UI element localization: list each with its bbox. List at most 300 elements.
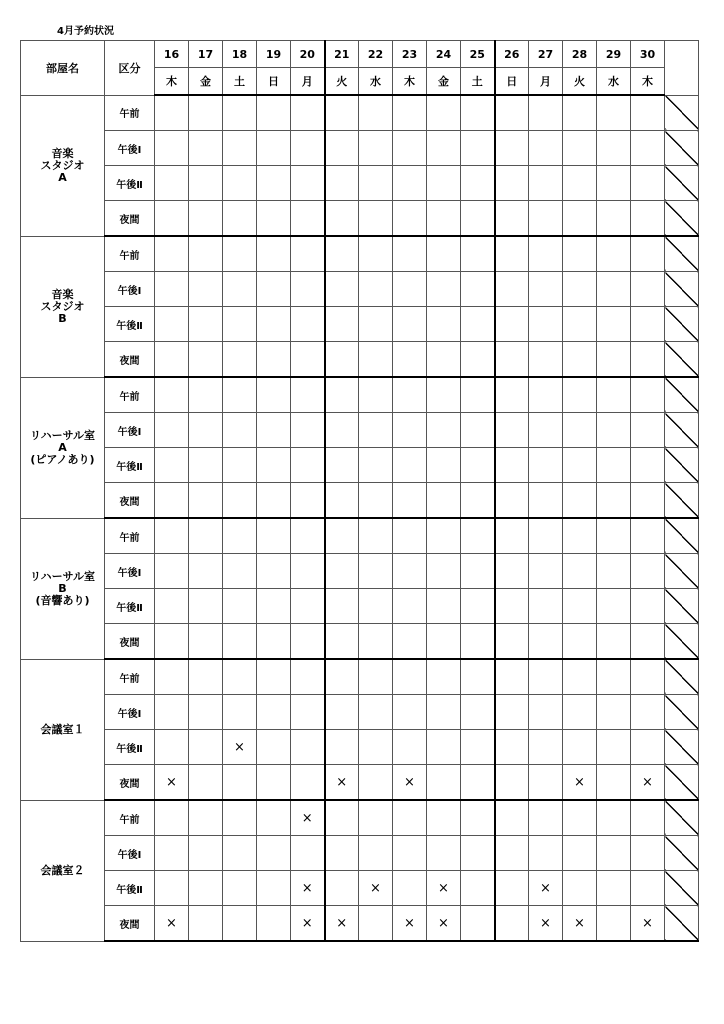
available-cell [495, 730, 529, 765]
available-cell [495, 95, 529, 131]
available-cell [223, 166, 257, 201]
available-cell [597, 483, 631, 519]
available-cell [597, 377, 631, 413]
schedule-row [21, 95, 699, 131]
available-cell [257, 871, 291, 906]
available-cell [189, 659, 223, 695]
available-cell [223, 201, 257, 237]
available-cell [155, 659, 189, 695]
available-cell [155, 272, 189, 307]
slash-cell [665, 413, 699, 448]
available-cell [461, 836, 495, 871]
slash-cell [665, 836, 699, 871]
available-cell [223, 342, 257, 378]
slot-column-header: 区分 [105, 41, 155, 96]
available-cell [597, 871, 631, 906]
available-cell [359, 377, 393, 413]
available-cell [291, 307, 325, 342]
slash-cell [665, 695, 699, 730]
room-name-line: 会議室２ [40, 863, 85, 877]
weekday-header: 土 [461, 68, 495, 96]
date-header: 30 [631, 41, 665, 68]
available-cell [631, 483, 665, 519]
date-header: 16 [155, 41, 189, 68]
available-cell [291, 201, 325, 237]
available-cell [461, 307, 495, 342]
slot-label: 午後Ⅱ [105, 448, 155, 483]
available-cell [359, 836, 393, 871]
available-cell [155, 413, 189, 448]
schedule-row [21, 307, 699, 342]
room-name-line: 音楽 [51, 146, 74, 160]
available-cell [359, 624, 393, 660]
available-cell [495, 906, 529, 942]
available-cell [631, 836, 665, 871]
available-cell [563, 131, 597, 166]
available-cell [427, 659, 461, 695]
available-cell [563, 659, 597, 695]
available-cell [597, 95, 631, 131]
available-cell [563, 871, 597, 906]
slot-label: 午後Ⅰ [105, 131, 155, 166]
available-cell [393, 695, 427, 730]
available-cell [155, 377, 189, 413]
available-cell [495, 765, 529, 801]
available-cell [631, 448, 665, 483]
available-cell [597, 906, 631, 942]
available-cell [325, 377, 359, 413]
available-cell [495, 166, 529, 201]
available-cell [461, 413, 495, 448]
available-cell [597, 518, 631, 554]
date-header: 23 [393, 41, 427, 68]
slot-label: 午前 [105, 518, 155, 554]
date-header: 17 [189, 41, 223, 68]
available-cell [257, 906, 291, 942]
available-cell [257, 95, 291, 131]
available-cell [597, 413, 631, 448]
booked-cell: × [563, 765, 597, 801]
available-cell [529, 201, 563, 237]
available-cell [155, 307, 189, 342]
available-cell [189, 836, 223, 871]
available-cell [257, 483, 291, 519]
available-cell [359, 307, 393, 342]
available-cell [325, 836, 359, 871]
available-cell [325, 659, 359, 695]
available-cell [597, 800, 631, 836]
available-cell [189, 342, 223, 378]
available-cell [359, 483, 393, 519]
slot-label: 午前 [105, 236, 155, 272]
available-cell [223, 413, 257, 448]
available-cell [393, 307, 427, 342]
available-cell [631, 554, 665, 589]
available-cell [189, 377, 223, 413]
available-cell [359, 800, 393, 836]
available-cell [427, 95, 461, 131]
schedule-row [21, 906, 699, 942]
schedule-row [21, 166, 699, 201]
room-name-line: B [58, 311, 67, 325]
slot-label: 午後Ⅰ [105, 413, 155, 448]
slash-cell [665, 131, 699, 166]
available-cell [427, 236, 461, 272]
available-cell [461, 800, 495, 836]
available-cell [155, 95, 189, 131]
available-cell [529, 730, 563, 765]
available-cell [631, 236, 665, 272]
available-cell [597, 448, 631, 483]
slash-cell [665, 307, 699, 342]
slash-cell [665, 236, 699, 272]
available-cell [155, 624, 189, 660]
available-cell [631, 307, 665, 342]
available-cell [427, 800, 461, 836]
available-cell [155, 800, 189, 836]
available-cell [223, 836, 257, 871]
available-cell [257, 624, 291, 660]
available-cell [359, 201, 393, 237]
slash-cell [665, 95, 699, 131]
available-cell [427, 413, 461, 448]
slot-label: 午後Ⅱ [105, 166, 155, 201]
schedule-row [21, 730, 699, 765]
available-cell [563, 518, 597, 554]
available-cell [189, 624, 223, 660]
slot-label: 午後Ⅱ [105, 307, 155, 342]
slot-label: 夜間 [105, 483, 155, 519]
available-cell [291, 589, 325, 624]
available-cell [495, 871, 529, 906]
room-name-line: (ピアノあり) [30, 452, 95, 466]
available-cell [495, 131, 529, 166]
available-cell [257, 765, 291, 801]
available-cell [529, 342, 563, 378]
available-cell [393, 236, 427, 272]
booked-cell: × [563, 906, 597, 942]
available-cell [597, 589, 631, 624]
slash-cell [665, 871, 699, 906]
slash-cell [665, 906, 699, 942]
available-cell [223, 695, 257, 730]
available-cell [257, 342, 291, 378]
booked-cell: × [393, 906, 427, 942]
available-cell [189, 906, 223, 942]
available-cell [631, 871, 665, 906]
available-cell [461, 166, 495, 201]
available-cell [155, 166, 189, 201]
weekday-header: 金 [427, 68, 461, 96]
available-cell [223, 871, 257, 906]
available-cell [631, 131, 665, 166]
available-cell [563, 377, 597, 413]
available-cell [291, 413, 325, 448]
available-cell [359, 236, 393, 272]
available-cell [189, 166, 223, 201]
available-cell [461, 624, 495, 660]
weekday-header: 日 [257, 68, 291, 96]
available-cell [461, 906, 495, 942]
available-cell [257, 589, 291, 624]
available-cell [359, 659, 393, 695]
available-cell [325, 413, 359, 448]
available-cell [631, 800, 665, 836]
available-cell [631, 413, 665, 448]
slot-label: 夜間 [105, 201, 155, 237]
available-cell [325, 554, 359, 589]
room-name-line: B [58, 581, 67, 595]
slot-label: 午後Ⅱ [105, 589, 155, 624]
available-cell [189, 95, 223, 131]
available-cell [461, 377, 495, 413]
available-cell [563, 589, 597, 624]
available-cell [325, 236, 359, 272]
available-cell [257, 659, 291, 695]
available-cell [223, 307, 257, 342]
slot-label: 夜間 [105, 342, 155, 378]
available-cell [325, 483, 359, 519]
available-cell [291, 730, 325, 765]
slot-label: 午後Ⅱ [105, 730, 155, 765]
date-header: 20 [291, 41, 325, 68]
date-header: 22 [359, 41, 393, 68]
schedule-row [21, 448, 699, 483]
available-cell [155, 483, 189, 519]
schedule-row [21, 201, 699, 237]
schedule-row [21, 413, 699, 448]
booked-cell: × [427, 871, 461, 906]
available-cell [597, 236, 631, 272]
available-cell [189, 131, 223, 166]
date-header: 26 [495, 41, 529, 68]
available-cell [631, 624, 665, 660]
available-cell [257, 836, 291, 871]
available-cell [359, 413, 393, 448]
available-cell [597, 201, 631, 237]
available-cell [257, 272, 291, 307]
available-cell [223, 906, 257, 942]
date-header: 18 [223, 41, 257, 68]
reservation-table [20, 40, 699, 942]
available-cell [495, 659, 529, 695]
available-cell [257, 518, 291, 554]
available-cell [291, 272, 325, 307]
available-cell [631, 730, 665, 765]
room-name [21, 377, 105, 518]
available-cell [257, 307, 291, 342]
available-cell [427, 695, 461, 730]
available-cell [529, 554, 563, 589]
available-cell [155, 589, 189, 624]
available-cell [597, 659, 631, 695]
available-cell [563, 483, 597, 519]
available-cell [563, 307, 597, 342]
available-cell [189, 201, 223, 237]
available-cell [393, 589, 427, 624]
available-cell [325, 624, 359, 660]
available-cell [529, 272, 563, 307]
available-cell [597, 765, 631, 801]
booked-cell: × [223, 730, 257, 765]
slash-cell [665, 377, 699, 413]
slash-cell [665, 730, 699, 765]
available-cell [461, 95, 495, 131]
available-cell [393, 131, 427, 166]
available-cell [223, 377, 257, 413]
slash-cell [665, 765, 699, 801]
available-cell [427, 201, 461, 237]
room-name [21, 800, 105, 941]
available-cell [257, 730, 291, 765]
available-cell [223, 236, 257, 272]
available-cell [631, 201, 665, 237]
available-cell [325, 518, 359, 554]
available-cell [359, 765, 393, 801]
slash-cell [665, 800, 699, 836]
available-cell [597, 554, 631, 589]
available-cell [393, 166, 427, 201]
date-header: 21 [325, 41, 359, 68]
available-cell [155, 836, 189, 871]
available-cell [597, 307, 631, 342]
available-cell [529, 589, 563, 624]
available-cell [223, 765, 257, 801]
available-cell [155, 131, 189, 166]
available-cell [189, 483, 223, 519]
available-cell [155, 554, 189, 589]
booked-cell: × [631, 906, 665, 942]
room-name [21, 518, 105, 659]
available-cell [529, 448, 563, 483]
available-cell [427, 131, 461, 166]
room-name-line: (音響あり) [35, 593, 90, 607]
schedule-row [21, 765, 699, 801]
available-cell [495, 624, 529, 660]
available-cell [359, 695, 393, 730]
available-cell [631, 342, 665, 378]
weekday-header: 土 [223, 68, 257, 96]
available-cell [495, 695, 529, 730]
available-cell [189, 695, 223, 730]
slash-cell [665, 518, 699, 554]
available-cell [631, 377, 665, 413]
available-cell [597, 624, 631, 660]
date-header: 25 [461, 41, 495, 68]
available-cell [563, 624, 597, 660]
available-cell [359, 730, 393, 765]
available-cell [563, 166, 597, 201]
available-cell [291, 166, 325, 201]
slash-cell [665, 342, 699, 378]
available-cell [597, 272, 631, 307]
available-cell [461, 236, 495, 272]
weekday-header: 火 [325, 68, 359, 96]
available-cell [529, 95, 563, 131]
schedule-row [21, 131, 699, 166]
schedule-row [21, 554, 699, 589]
available-cell [155, 695, 189, 730]
available-cell [495, 483, 529, 519]
weekday-header: 金 [189, 68, 223, 96]
available-cell [495, 554, 529, 589]
available-cell [427, 518, 461, 554]
available-cell [257, 131, 291, 166]
room-name [21, 659, 105, 800]
available-cell [529, 800, 563, 836]
available-cell [461, 448, 495, 483]
available-cell [631, 695, 665, 730]
available-cell [155, 871, 189, 906]
date-header: 29 [597, 41, 631, 68]
available-cell [155, 730, 189, 765]
slot-label: 午後Ⅰ [105, 272, 155, 307]
available-cell [529, 236, 563, 272]
available-cell [325, 166, 359, 201]
date-header: 19 [257, 41, 291, 68]
available-cell [495, 448, 529, 483]
available-cell [155, 236, 189, 272]
slot-label: 午後Ⅰ [105, 695, 155, 730]
available-cell [529, 483, 563, 519]
available-cell [291, 448, 325, 483]
available-cell [223, 131, 257, 166]
available-cell [223, 518, 257, 554]
available-cell [529, 131, 563, 166]
available-cell [461, 871, 495, 906]
slot-label: 午前 [105, 95, 155, 131]
available-cell [393, 800, 427, 836]
available-cell [291, 236, 325, 272]
schedule-row [21, 589, 699, 624]
available-cell [529, 377, 563, 413]
available-cell [631, 589, 665, 624]
available-cell [597, 342, 631, 378]
weekday-header: 月 [291, 68, 325, 96]
available-cell [461, 131, 495, 166]
available-cell [257, 554, 291, 589]
available-cell [189, 413, 223, 448]
booked-cell: × [291, 871, 325, 906]
available-cell [427, 730, 461, 765]
available-cell [223, 448, 257, 483]
available-cell [393, 871, 427, 906]
available-cell [189, 448, 223, 483]
available-cell [257, 413, 291, 448]
available-cell [291, 131, 325, 166]
booked-cell: × [325, 765, 359, 801]
available-cell [223, 659, 257, 695]
booked-cell: × [359, 871, 393, 906]
available-cell [223, 483, 257, 519]
slot-label: 午前 [105, 377, 155, 413]
available-cell [291, 765, 325, 801]
available-cell [291, 659, 325, 695]
available-cell [427, 448, 461, 483]
available-cell [529, 307, 563, 342]
available-cell [359, 272, 393, 307]
available-cell [461, 695, 495, 730]
schedule-row [21, 236, 699, 272]
available-cell [495, 836, 529, 871]
available-cell [325, 589, 359, 624]
available-cell [189, 554, 223, 589]
available-cell [291, 95, 325, 131]
room-name-line: スタジオ [40, 299, 85, 313]
available-cell [563, 695, 597, 730]
available-cell [291, 836, 325, 871]
available-cell [359, 342, 393, 378]
